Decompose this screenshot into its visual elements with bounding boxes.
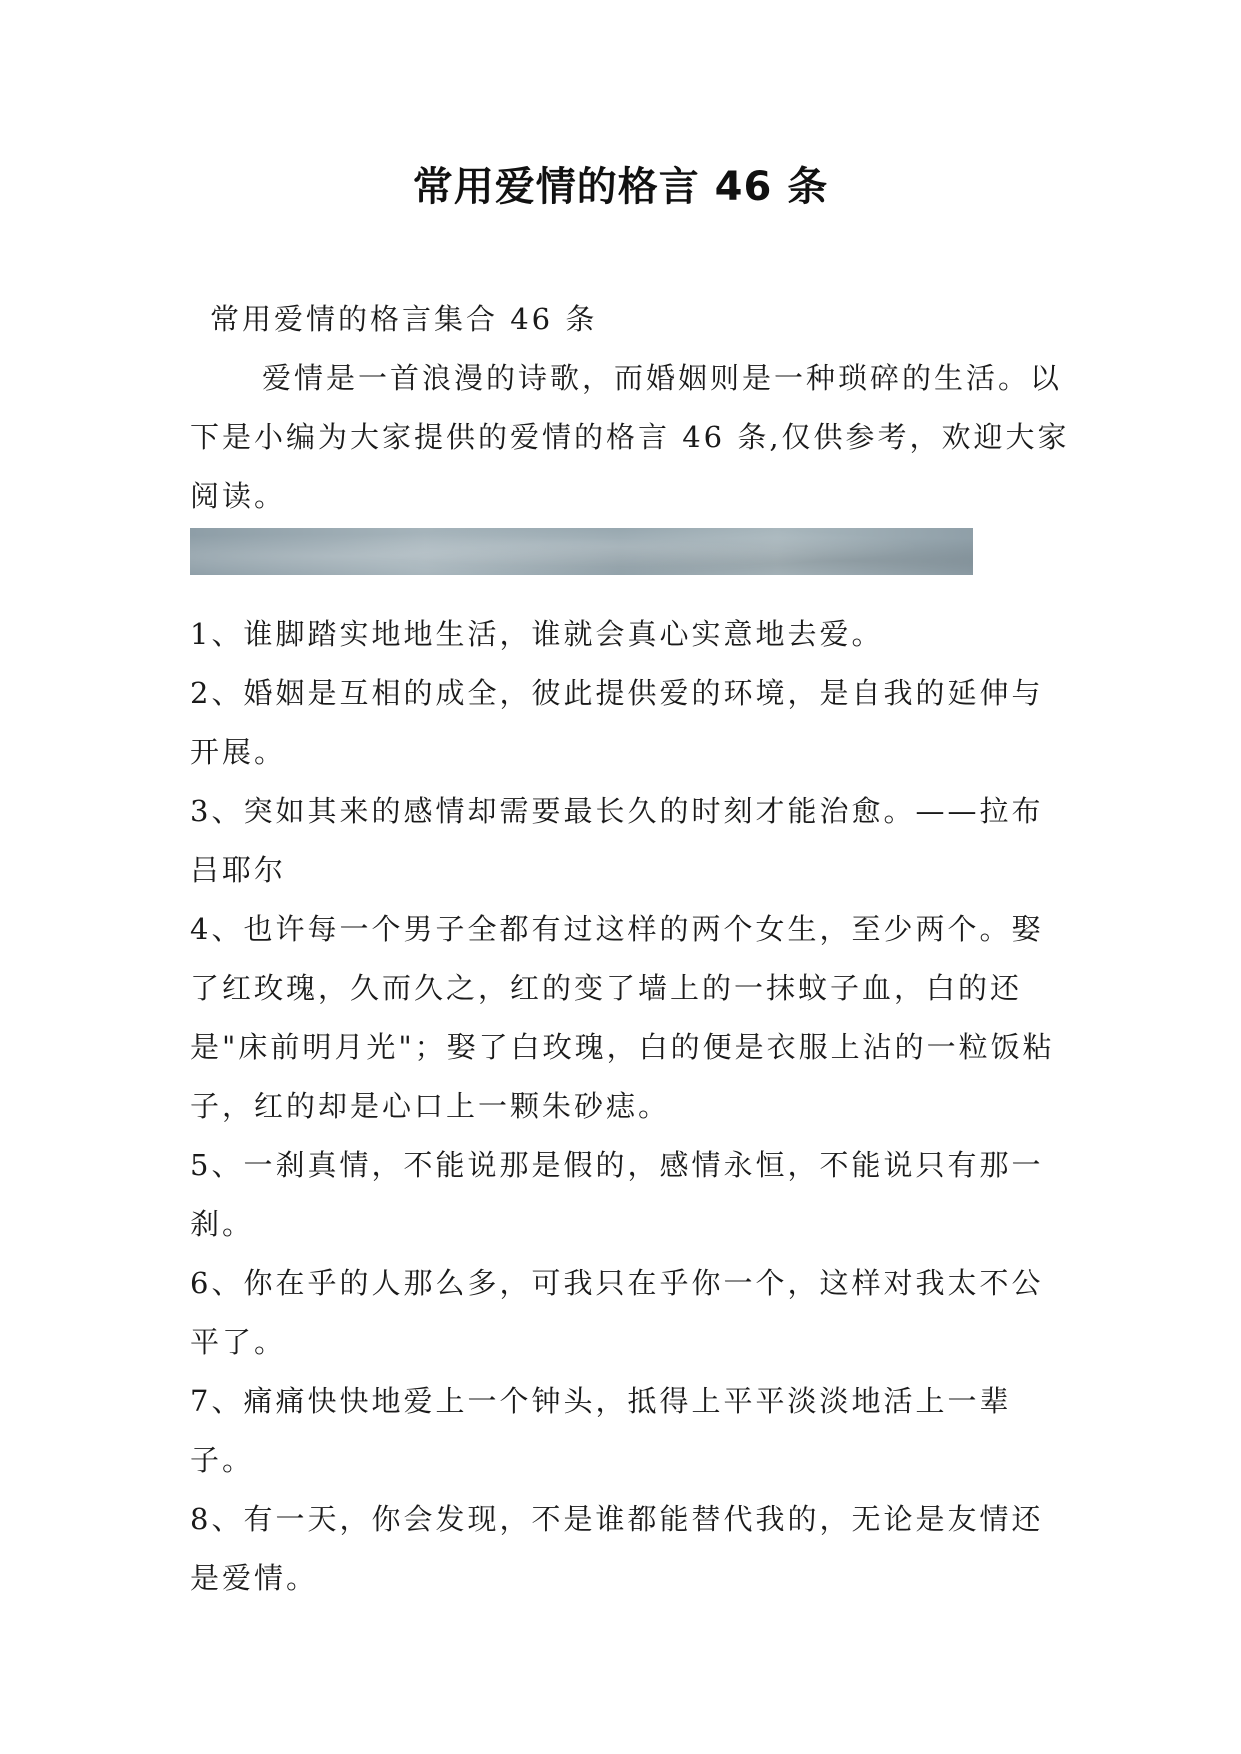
document-body [190,290,1070,1608]
subtitle: 常用爱情的格言集合 46 条 [210,302,598,336]
quote-item: 6、你在乎的人那么多，可我只在乎你一个，这样对我太不公平了。 [190,1266,1044,1359]
quote-item: 3、突如其来的感情却需要最长久的时刻才能治愈。——拉布吕耶尔 [190,794,1044,887]
page-title: 常用爱情的格言 46 条 [412,164,829,210]
intro-paragraph: 爱情是一首浪漫的诗歌，而婚姻则是一种琐碎的生活。以下是小编为大家提供的爱情的格言 46 条,仅供参考，欢迎大家阅读。 [190,361,1070,513]
quote-item: 7、痛痛快快地爱上一个钟头，抵得上平平淡淡地活上一辈子。 [190,1384,1012,1477]
quote-item: 1、谁脚踏实地地生活，谁就会真心实意地去爱。 [190,617,884,651]
quote-item: 4、也许每一个男子全都有过这样的两个女生，至少两个。娶了红玫瑰，久而久之，红的变了墙上的一抹蚊子血，白的还是"床前明月光"；娶了白玫瑰，白的便是衣服上沾的一粒饭粘子，红的却是心口上一颗朱砂痣。 [190,912,1055,1123]
quote-item: 5、一刹真情，不能说那是假的，感情永恒，不能说只有那一刹。 [190,1148,1044,1241]
quote-item: 8、有一天，你会发现，不是谁都能替代我的，无论是友情还是爱情。 [190,1502,1044,1595]
decorative-banner-image [190,528,973,575]
quote-item: 2、婚姻是互相的成全，彼此提供爱的环境，是自我的延伸与开展。 [190,676,1044,769]
